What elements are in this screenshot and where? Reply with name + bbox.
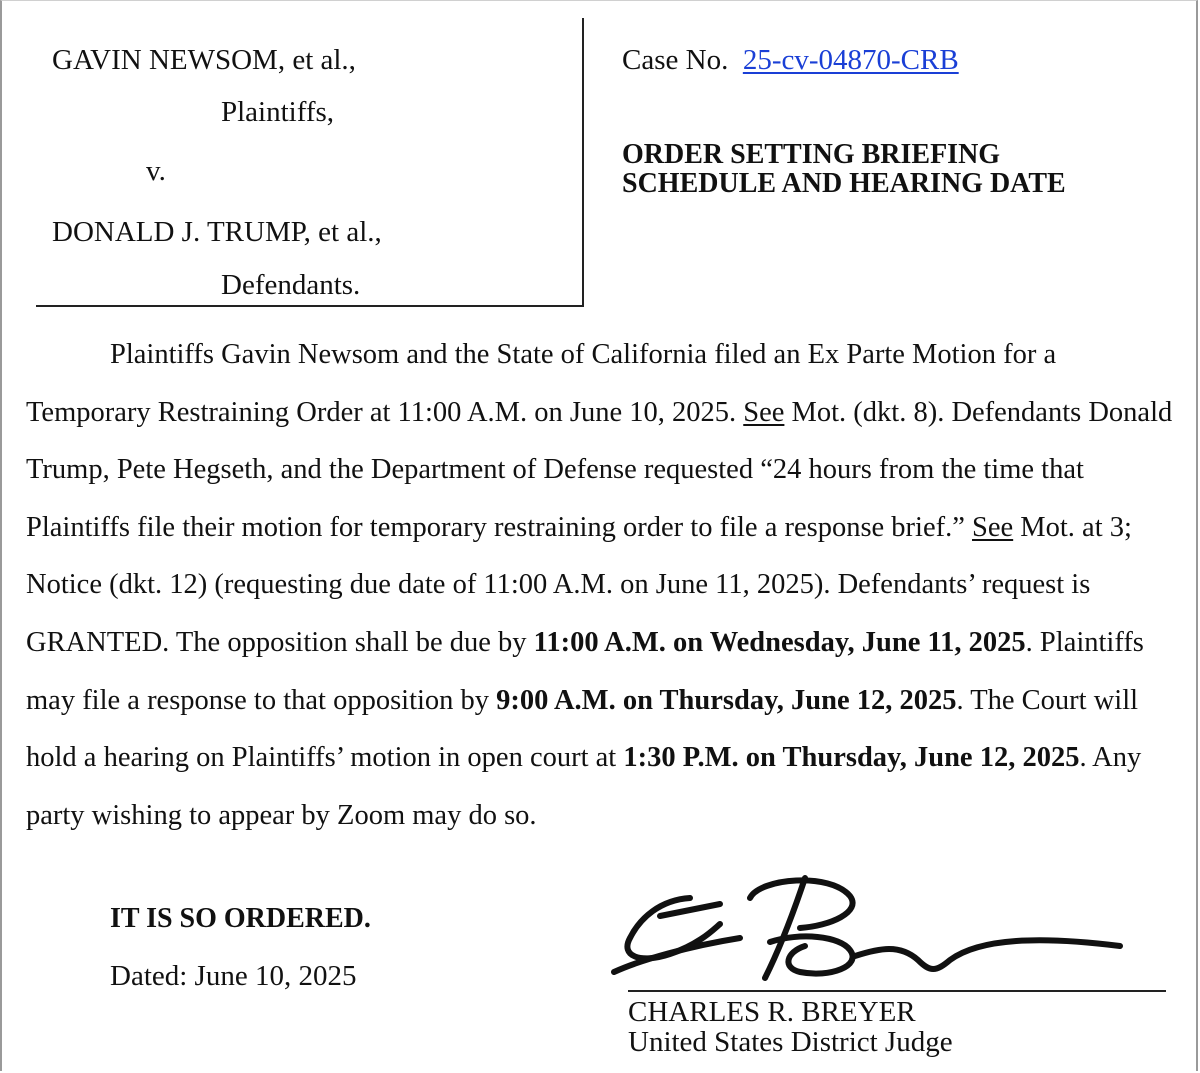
judge-title: United States District Judge	[628, 1026, 953, 1058]
plaintiff-role: Plaintiffs,	[221, 96, 335, 128]
body-sentence-2: Mot. (dkt. 8). Defendants Donald Trump, Pete Hegseth, and the Department of Defense requested “24 hours from the time that Plaintiffs file their motion for temporary restraining order to file a response brief.”	[26, 396, 1173, 543]
case-number-link[interactable]: 25-cv-04870-CRB	[742, 44, 959, 76]
body-sentence-3: Mot. at 3; Notice (dkt. 12) (requesting due date of 11:00 A.M. on June 11, 2025). Defendants’ request is GRANTED. The opposition shall be due by	[26, 511, 1132, 658]
hearing-time: 1:30 P.M. on Thursday, June 12, 2025	[623, 742, 1080, 774]
case-number-line	[622, 46, 959, 75]
see-signal-2: See	[972, 511, 1014, 543]
judge-signature	[600, 868, 1130, 988]
order-title	[622, 140, 1066, 198]
signature-rule	[628, 990, 1166, 992]
so-ordered: IT IS SO ORDERED.	[110, 903, 371, 934]
judge-name: CHARLES R. BREYER	[628, 996, 916, 1028]
order-title-line2: SCHEDULE AND HEARING DATE	[622, 168, 1066, 199]
dated-line: Dated: June 10, 2025	[110, 960, 357, 992]
see-signal-1: See	[743, 396, 785, 428]
plaintiff-name: GAVIN NEWSOM, et al.,	[52, 44, 356, 76]
body-sentence-5: . The Court will hold a hearing on Plaintiffs’ motion in open court at	[26, 684, 1139, 774]
body-sentence-6: . Any party wishing to appear by Zoom may do so.	[26, 742, 1142, 831]
caption-horizontal-rule	[36, 305, 584, 307]
body-sentence-1: Plaintiffs Gavin Newsom and the State of California filed an Ex Parte Motion for a Temporary Restraining Order at 11:00 A.M. on June 10, 2025.	[26, 339, 1057, 428]
order-title-line1: ORDER SETTING BRIEFING	[622, 139, 1001, 170]
versus: v.	[146, 155, 166, 187]
reply-deadline: 9:00 A.M. on Thursday, June 12, 2025	[496, 684, 957, 716]
caption-vertical-rule	[582, 18, 584, 306]
opposition-deadline: 11:00 A.M. on Wednesday, June 11, 2025	[533, 626, 1026, 658]
case-label: Case No.	[622, 44, 729, 76]
defendant-name: DONALD J. TRUMP, et al.,	[52, 216, 382, 248]
body-sentence-4: . Plaintiffs may file a response to that opposition by	[26, 626, 1144, 716]
defendant-role: Defendants.	[221, 269, 361, 301]
order-body	[26, 326, 1186, 844]
